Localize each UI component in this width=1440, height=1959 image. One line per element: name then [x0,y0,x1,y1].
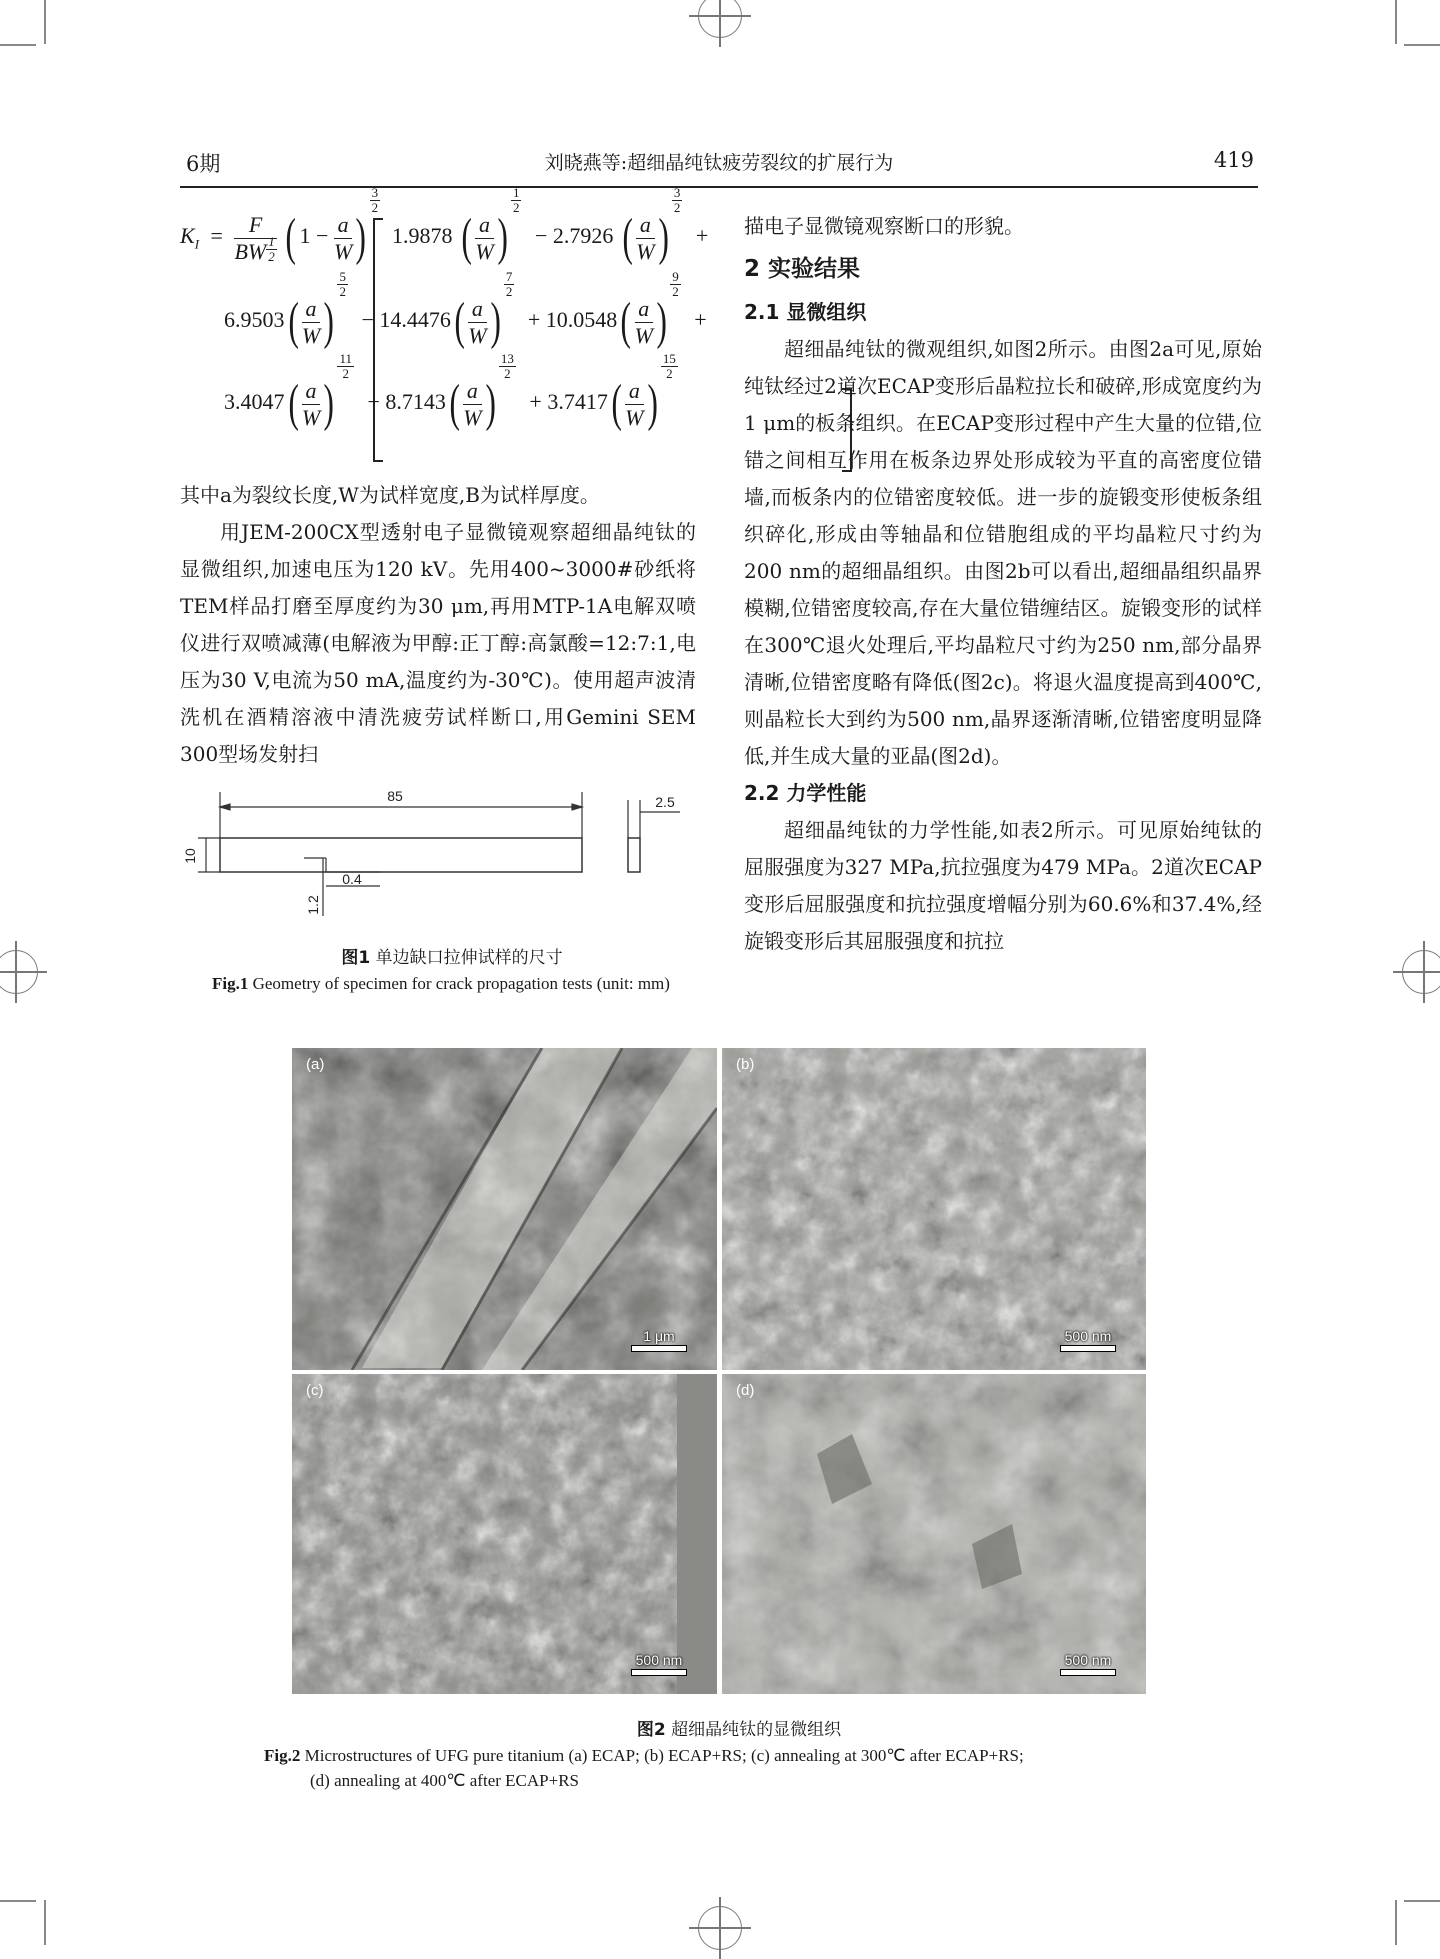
registration-mark-icon [698,1906,742,1950]
right-column [744,208,1262,960]
dim-length-label: 85 [387,788,403,804]
panel-label: (d) [736,1382,755,1399]
registration-mark-icon [698,0,742,38]
crop-mark [1395,0,1397,44]
section-heading-mechanical: 2.2 力学性能 [744,781,867,805]
left-column [180,477,696,773]
section-heading-results: 2 实验结果 [744,256,861,282]
figure-2-panel-c [292,1374,717,1694]
panel-label: (a) [306,1056,325,1073]
crop-mark [0,44,36,46]
crop-mark [1404,1900,1440,1902]
figure-2-caption: 图2 超细晶纯钛的显微组织 Fig.2 Microstructures of UFG pure titanium (a) ECAP; (b) ECAP+RS; (c) annealing at 300℃ after ECAP+RS; (d) annealing at 400℃ after ECAP+RS [264,1720,1024,1790]
scale-bar: 1 μm [631,1328,687,1352]
figure-1-specimen-diagram [180,782,700,922]
figure-2-panel-d [722,1374,1146,1694]
registration-mark-icon [0,950,38,994]
tem-micrograph-b [722,1048,1146,1370]
tem-micrograph-a [292,1048,717,1370]
formula-lhs: K [180,223,195,249]
page-number: 419 [1213,148,1254,172]
crop-mark [1395,1900,1397,1945]
running-title: 刘晓燕等:超细晶纯钛疲劳裂纹的扩展行为 [544,152,894,174]
dim-thickness-label: 2.5 [655,794,675,810]
registration-mark-icon [1402,950,1440,994]
scale-bar: 500 nm [631,1652,687,1676]
figure-2-panel-a [292,1048,717,1370]
crop-mark [44,1900,46,1945]
crop-mark [1404,44,1440,46]
running-header [180,148,1258,188]
crop-mark [0,1900,36,1902]
scale-bar: 500 nm [1060,1652,1116,1676]
figure-1-caption: 图1 单边缺口拉伸试样的尺寸 Fig.1 Geometry of specimen for crack propagation tests (unit: mm) [212,948,670,993]
stress-intensity-formula: $K_I$ = F BW $\frac{1}{2}$ ( 1 − $\frac{a}{W}$ ) $\frac{3}{2}$ 1.9878 ( $\frac{a}{W}$ ) $\frac{1}{2} - 2.7926$ ( $\frac{a}{W}$ ) $\frac{3}{2}$ + 6.9503( $\frac{a}{W}$ ) $\frac{5}{2} - 14.4476$( $\frac{a}{W}$ ) $\frac{7}{2} + 10.0548$( $\frac{a}{W}$ ) $\frac{9}{2}$ + 3.4047( $\frac{a}{W}$ ) $\frac{11}{2} - 8.7143$( $\frac{a}{W}$ ) $\frac{13}{2} + 3.7417$( $\frac{a}{W}$ ) $\frac{15}{2}$ [180,208,700,473]
panel-label: (b) [736,1056,755,1073]
tem-micrograph-d [722,1374,1146,1694]
dim-notch-width-label: 0.4 [342,871,362,887]
figure-2-panel-b [722,1048,1146,1370]
paragraph-mechanical: 超细晶纯钛的力学性能,如表2所示。可见原始纯钛的屈服强度为327 MPa,抗拉强度为479 MPa。2道次ECAP变形后屈服强度和抗拉强度增幅分别为60.6%和37.4%,经旋锻变形后其屈服强度和抗拉 [744,818,1262,953]
crop-mark [44,0,46,44]
paragraph-microstructure: 超细晶纯钛的微观组织,如图2所示。由图2a可见,原始纯钛经过2道次ECAP变形后晶粒拉长和破碎,形成宽度约为1 μm的板条组织。在ECAP变形过程中产生大量的位错,位错之间相互作用在板条边界处形成较为平直的高密度位错墙,而板条内的位错密度较低。进一步的旋锻变形使板条组织碎化,形成由等轴晶和位错胞组成的平均晶粒尺寸约为200 nm的超细晶组织。由图2b可以看出,超细晶组织晶界模糊,位错密度较高,存在大量位错缠结区。旋锻变形的试样在300℃退火处理后,平均晶粒尺寸约为250 nm,部分晶界清晰,位错密度略有降低(图2c)。将退火温度提高到400℃,则晶粒长大到约为500 nm,晶界逐渐清晰,位错密度明显降低,并生成大量的亚晶(图2d)。 [744,337,1262,768]
paragraph-variable-definitions: 其中a为裂纹长度,W为试样宽度,B为试样厚度。 [180,483,600,507]
tem-micrograph-c [292,1374,717,1694]
dim-width-label: 10 [182,848,198,864]
dim-notch-depth-label: 1.2 [305,895,321,915]
section-heading-microstructure: 2.1 显微组织 [744,300,867,324]
paragraph-continuation: 描电子显微镜观察断口的形貌。 [744,214,1024,238]
issue-number: 6期 [186,152,221,176]
panel-label: (c) [306,1382,324,1399]
scale-bar: 500 nm [1060,1328,1116,1352]
paragraph-methods: 用JEM-200CX型透射电子显微镜观察超细晶纯钛的显微组织,加速电压为120 kV。先用400~3000#砂纸将TEM样品打磨至厚度约为30 μm,再用MTP-1A电解双喷仪进行双喷减薄(电解液为甲醇:正丁醇:高氯酸=12:7:1,电压为30 V,电流为50 mA,温度约为-30℃)。使用超声波清洗机在酒精溶液中清洗疲劳试样断口,用Gemini SEM 300型场发射扫 [180,520,696,766]
